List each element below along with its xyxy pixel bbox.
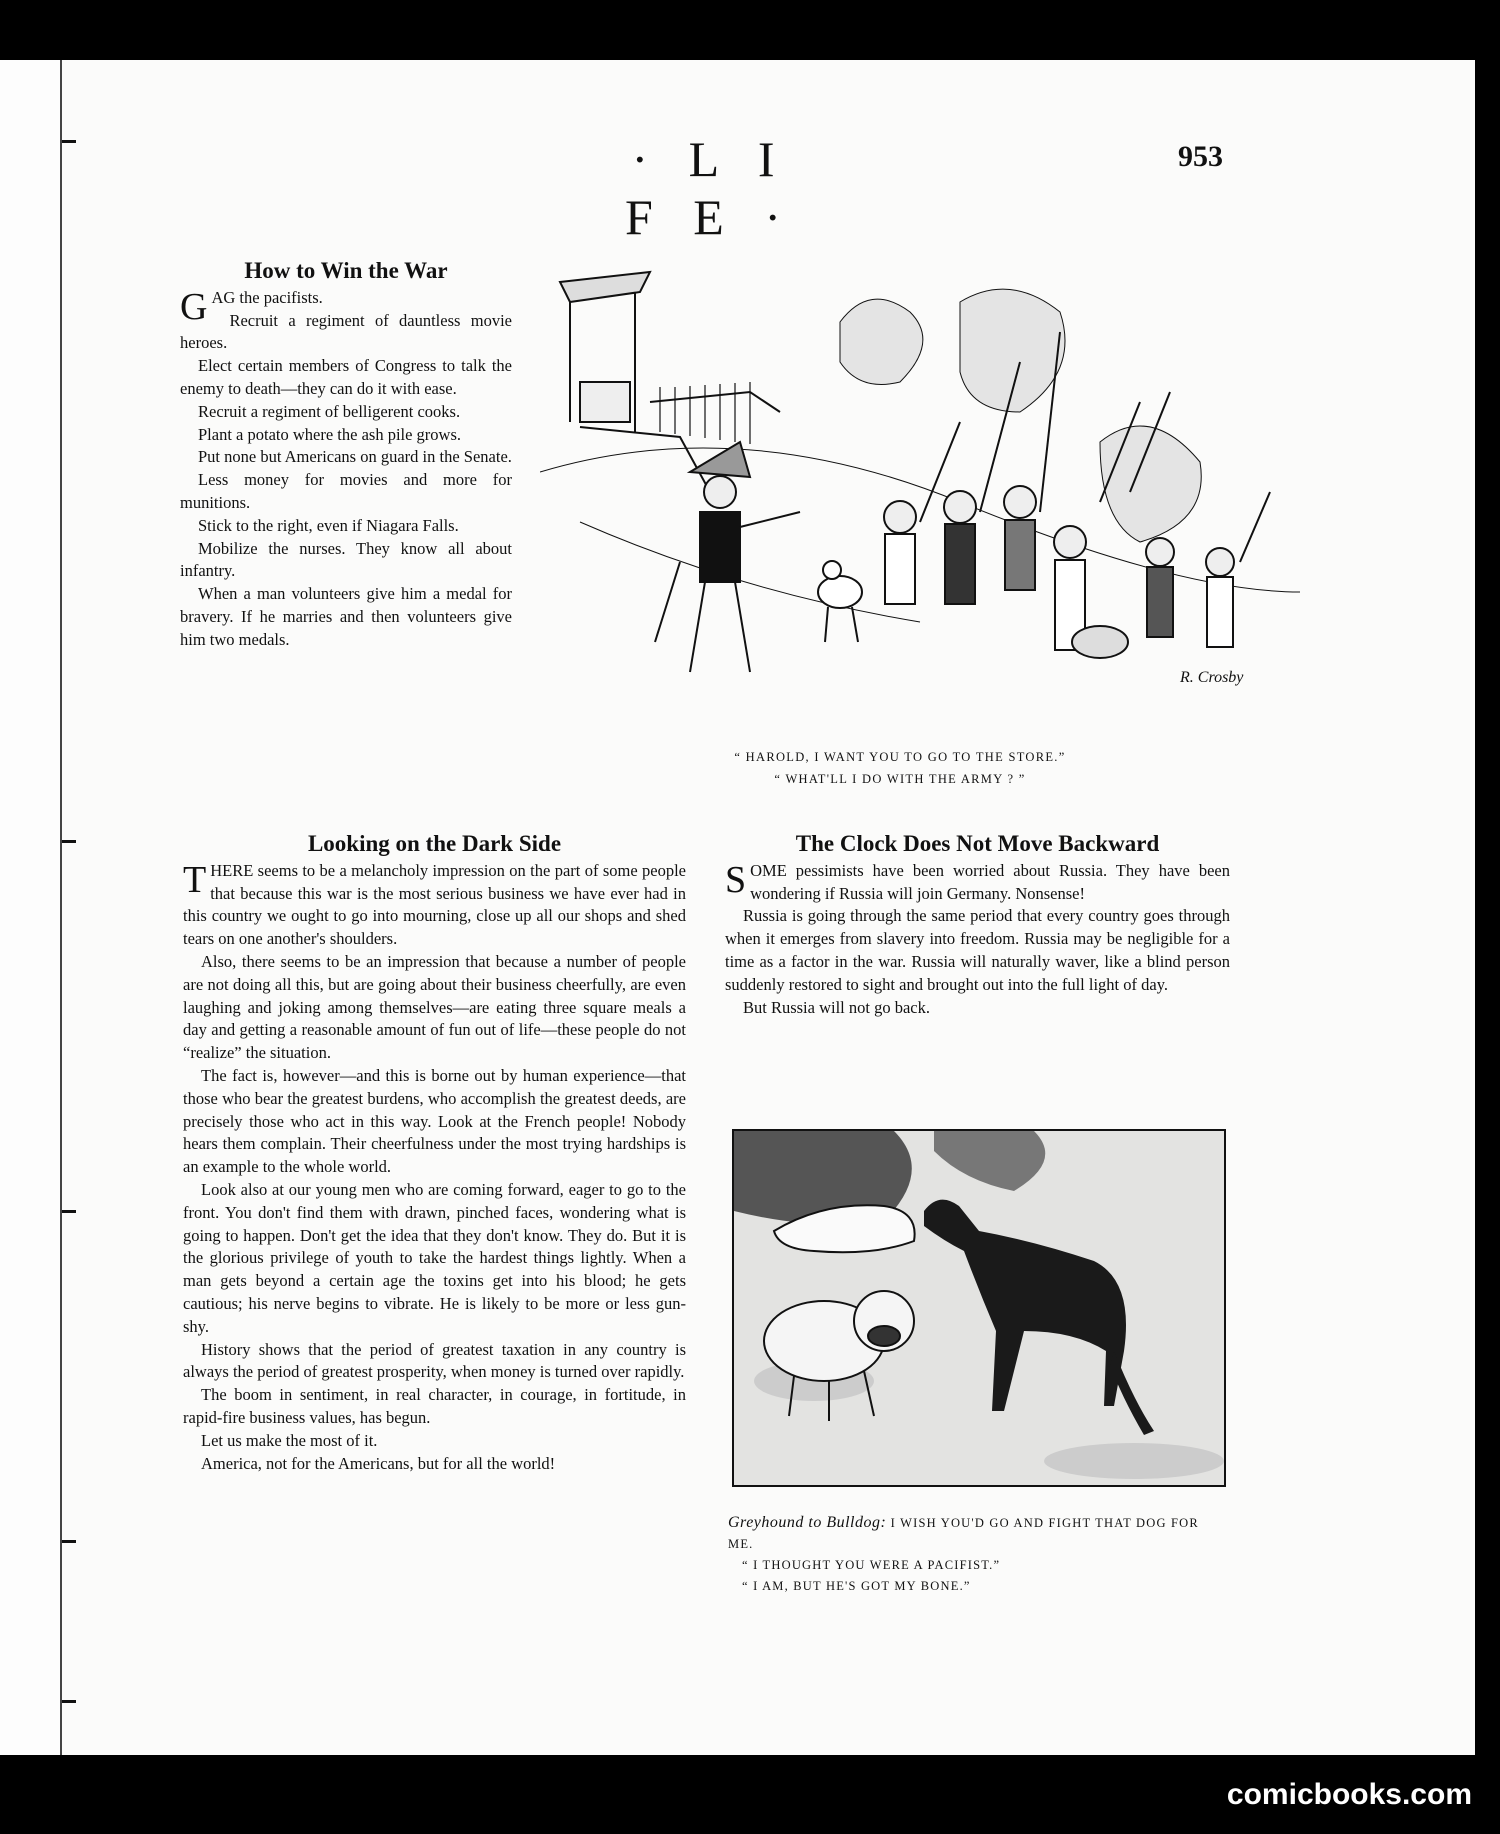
paragraph	[183, 1453, 686, 1476]
paragraph-text: OME pessimists have been worried about Russia. They have been wondering if Russia will join Germany. Nonsense!	[750, 860, 1230, 903]
article-title: The Clock Does Not Move Backward	[795, 831, 1160, 856]
cartoon2-caption	[728, 1512, 1228, 1597]
article-body	[725, 860, 1230, 1020]
paragraph	[180, 469, 512, 515]
paragraph-text: When a man volunteers give him a medal for bravery. If he marries and then volunteers give him two medals.	[180, 584, 512, 649]
watermark-text: comicbooks.com	[1226, 1778, 1472, 1811]
paragraph	[180, 583, 512, 651]
binding-tick	[62, 140, 76, 143]
binding-tick	[62, 1210, 76, 1213]
page-number: 953	[1178, 140, 1223, 173]
cartoon-drawing	[734, 1131, 1224, 1485]
paragraph-text: Let us make the most of it.	[201, 1430, 378, 1450]
paragraph	[183, 951, 686, 1065]
paragraph-text: HERE seems to be a melancholy impression on the part of some people that because this war is the most serious business we have ever had in this country we ought to go into mourning, close up all our shops and shed tears on one another's shoulders.	[183, 860, 686, 949]
paragraph	[725, 905, 1230, 996]
article-clock	[725, 833, 1230, 1019]
caption-line: “ I THOUGHT YOU WERE A PACIFIST.”	[742, 1558, 1001, 1572]
drop-cap: S	[725, 858, 747, 901]
paragraph-text: Recruit a regiment of belligerent cooks.	[198, 401, 461, 421]
paragraph	[180, 424, 512, 447]
caption-line: “ WHAT'LL I DO WITH THE ARMY ? ”	[774, 772, 1026, 786]
paragraph	[180, 310, 512, 356]
paragraph	[725, 860, 1230, 906]
paragraph	[183, 1430, 686, 1453]
paragraph	[180, 538, 512, 584]
caption-line	[728, 1512, 1228, 1555]
binding-gutter	[0, 60, 62, 1755]
cartoon-dogs	[732, 1129, 1226, 1487]
article-body	[180, 287, 512, 652]
paragraph-text: Elect certain members of Congress to talk the enemy to death—they can do it with ease.	[180, 356, 512, 398]
paragraph	[183, 1179, 686, 1339]
article-body	[183, 860, 686, 1476]
paragraph	[180, 446, 512, 469]
paragraph-text: Recruit a regiment of dauntless movie heroes.	[180, 310, 512, 353]
paragraph	[180, 515, 512, 538]
paragraph	[180, 285, 512, 328]
cartoon-children-army	[540, 262, 1300, 742]
paragraph-text: America, not for the Americans, but for all the world!	[201, 1453, 556, 1473]
article-dark-side	[183, 833, 686, 1475]
paragraph-text: Also, there seems to be an impression that because a number of people are not doing all this, but are going about their business cheerfully, are even laughing and joking among themselves—are eating three square meals a day and getting a reasonable amount of fun out of life—these people do not “realize” the situation.	[183, 951, 686, 1063]
paragraph-text: Russia is going through the same period that every country goes through when it emerges from slavery into freedom. Russia may be negligible for a time as a factor in the war. Russia will naturally waver, like a blind person suddenly restored to sight and brought out into the full light of day.	[725, 906, 1230, 994]
paragraph-text: Plant a potato where the ash pile grows.	[198, 424, 462, 444]
paragraph-text: Stick to the right, even if Niagara Falls.	[198, 515, 459, 535]
caption-line: “ I AM, BUT HE'S GOT MY BONE.”	[742, 1579, 971, 1593]
drop-cap: T	[183, 858, 207, 901]
article-title: Looking on the Dark Side	[307, 831, 562, 856]
cartoon-drawing	[540, 262, 1300, 742]
paragraph-text: AG the pacifists.	[211, 287, 323, 307]
paragraph	[183, 860, 686, 951]
paragraph-text: The boom in sentiment, in real character, in courage, in fortitude, in rapid-fire business values, has begun.	[183, 1385, 686, 1427]
binding-tick	[62, 1700, 76, 1703]
paragraph-text: Less money for movies and more for munitions.	[180, 470, 512, 512]
caption-line: “ HAROLD, I WANT YOU TO GO TO THE STORE.”	[734, 750, 1066, 764]
binding-tick	[62, 1540, 76, 1543]
paragraph-text: The fact is, however—and this is borne out by human experience—that those who bear the greatest burdens, who accomplish the greatest deeds, are precisely those who act in this way. Look at the French people! Nobody hears them complain. Their cheerfulness under the most trying hardships is an example to the whole world.	[183, 1065, 686, 1177]
paragraph	[183, 1065, 686, 1179]
paragraph-text: Mobilize the nurses. They know all about infantry.	[180, 538, 512, 581]
article-how-to-win	[180, 260, 512, 652]
paragraph	[180, 401, 512, 424]
binding-tick	[62, 840, 76, 843]
caption-text: I WISH YOU'D GO AND FIGHT THAT DOG FOR ME.	[728, 1516, 1199, 1551]
paragraph-text: History shows that the period of greatest taxation in any country is always the period of greatest prosperity, when money is turned over rapidly.	[183, 1339, 686, 1382]
cartoon-signature: R. Crosby	[1180, 669, 1244, 686]
cartoon1-caption	[690, 746, 1110, 790]
paragraph-text: But Russia will not go back.	[743, 997, 930, 1017]
masthead: · L I F E ·	[625, 131, 795, 245]
paragraph-text: Look also at our young men who are coming forward, eager to go to the front. You don't find them with drawn, pinched faces, wondering what is going to happen. Don't get the idea that they don't know. They do. But it is the glorious privilege of youth to take the hardest things lightly. When a man gets beyond a certain age the toxins get into his blood; he gets cautious; his nerve begins to vibrate. He is likely to be more or less gun-shy.	[183, 1179, 686, 1336]
paragraph	[183, 1384, 686, 1430]
caption-lead: Greyhound to Bulldog:	[728, 1514, 887, 1531]
drop-cap: G	[180, 285, 208, 328]
paragraph	[180, 355, 512, 401]
article-title: How to Win the War	[244, 258, 448, 283]
paragraph-text: Put none but Americans on guard in the Senate.	[198, 447, 512, 467]
paragraph	[183, 1339, 686, 1385]
paragraph	[725, 997, 1230, 1020]
